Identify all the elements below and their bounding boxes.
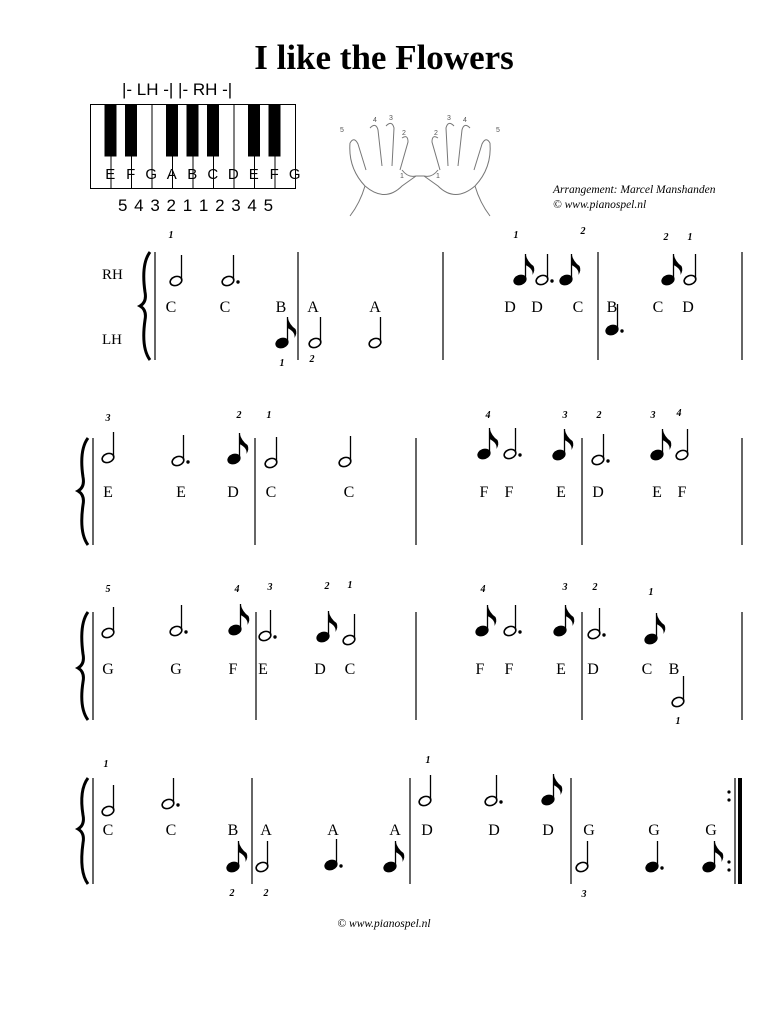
note bbox=[169, 255, 183, 287]
finger-number: 3 bbox=[650, 410, 656, 421]
finger-number: 4 bbox=[234, 584, 240, 595]
note bbox=[675, 429, 689, 461]
finger-number: 1 bbox=[103, 759, 109, 770]
note bbox=[255, 841, 269, 873]
finger-number: 2 bbox=[263, 888, 269, 899]
note-flag bbox=[239, 841, 248, 862]
note-name: A bbox=[307, 299, 319, 316]
site-credit: © www.pianospel.nl bbox=[553, 199, 647, 211]
note-name: F bbox=[677, 484, 687, 501]
note-name: G bbox=[583, 822, 595, 839]
hand-finger-label: 4 bbox=[373, 117, 377, 124]
lh-label: LH bbox=[102, 332, 122, 348]
note-name: A bbox=[389, 822, 401, 839]
finger-number: 2 bbox=[324, 581, 330, 592]
finger-number: 2 bbox=[663, 232, 669, 243]
note bbox=[644, 613, 665, 645]
finger-number: 4 bbox=[480, 584, 486, 595]
repeat-dot bbox=[727, 868, 730, 871]
note-flag bbox=[572, 254, 581, 275]
note-name: E bbox=[556, 661, 566, 678]
finger-number: 5 bbox=[105, 584, 111, 595]
hand-finger-label: 3 bbox=[389, 115, 393, 122]
note-flag bbox=[288, 317, 297, 338]
finger-number: 1 bbox=[279, 358, 285, 369]
note-name: F bbox=[479, 484, 489, 501]
finger-number: 3 bbox=[562, 582, 568, 593]
keyboard-finger-numbers: 5 4 3 2 1 1 2 3 4 5 bbox=[118, 196, 275, 215]
keyboard-note-8: F bbox=[269, 166, 279, 183]
note-dot bbox=[602, 633, 605, 636]
hand-finger-label: 3 bbox=[447, 115, 451, 122]
note bbox=[552, 429, 573, 461]
hand-finger-label: 4 bbox=[463, 117, 467, 124]
finger-number: 3 bbox=[581, 889, 587, 900]
finger-number: 1 bbox=[347, 580, 353, 591]
note bbox=[671, 676, 685, 708]
note bbox=[275, 317, 296, 349]
note-name: B bbox=[606, 299, 618, 316]
note-dot bbox=[236, 280, 239, 283]
note bbox=[264, 437, 278, 469]
note bbox=[683, 254, 697, 286]
note bbox=[101, 432, 115, 464]
note-dot bbox=[518, 630, 521, 633]
system-brace bbox=[78, 778, 88, 884]
keyboard-note-5: C bbox=[207, 166, 219, 183]
repeat-dot bbox=[727, 860, 730, 863]
note-name: B bbox=[668, 661, 680, 678]
note-name: C bbox=[265, 484, 277, 501]
finger-number: 1 bbox=[687, 232, 693, 243]
note-name: C bbox=[219, 299, 231, 316]
note bbox=[591, 434, 610, 466]
finger-number: 4 bbox=[676, 408, 682, 419]
keyboard-note-3: A bbox=[166, 166, 177, 183]
note bbox=[227, 433, 248, 465]
finger-number: 1 bbox=[648, 587, 654, 598]
note-flag bbox=[526, 254, 535, 275]
note-name: D bbox=[227, 484, 239, 501]
note bbox=[101, 785, 115, 817]
note-name: C bbox=[165, 299, 177, 316]
note-name: F bbox=[504, 661, 514, 678]
hand-finger-label: 2 bbox=[434, 130, 438, 137]
note-dot bbox=[620, 329, 623, 332]
note-name: G bbox=[102, 661, 114, 678]
note-name: D bbox=[504, 299, 516, 316]
music-system bbox=[102, 226, 742, 369]
hand-finger-label: 5 bbox=[340, 127, 344, 134]
note-name: C bbox=[102, 822, 114, 839]
system-brace bbox=[78, 438, 88, 545]
note bbox=[559, 254, 580, 286]
finger-number: 1 bbox=[425, 755, 431, 766]
note-flag bbox=[566, 605, 575, 626]
hand-range-labels: |- LH -| |- RH -| bbox=[122, 80, 233, 99]
page-title: I like the Flowers bbox=[254, 38, 514, 77]
note bbox=[575, 841, 589, 873]
final-thick-barline bbox=[738, 778, 742, 884]
finger-number: 2 bbox=[596, 410, 602, 421]
keyboard-note-1: F bbox=[126, 166, 136, 183]
note bbox=[477, 428, 498, 460]
hand-finger-label: 5 bbox=[496, 127, 500, 134]
note bbox=[101, 607, 115, 639]
system-brace bbox=[78, 612, 88, 720]
note bbox=[226, 841, 247, 873]
note-name: D bbox=[314, 661, 326, 678]
note bbox=[661, 254, 682, 286]
note-name: D bbox=[421, 822, 433, 839]
note-name: C bbox=[344, 661, 356, 678]
note-name: G bbox=[648, 822, 660, 839]
note bbox=[308, 317, 322, 349]
note bbox=[702, 841, 723, 873]
note bbox=[484, 775, 503, 807]
keyboard-note-9: G bbox=[288, 166, 301, 183]
note-flag bbox=[565, 429, 574, 450]
note-flag bbox=[488, 605, 497, 626]
note-name: F bbox=[475, 661, 485, 678]
note-flag bbox=[674, 254, 683, 275]
note bbox=[338, 436, 352, 468]
note bbox=[342, 614, 356, 646]
music-system bbox=[78, 580, 742, 727]
finger-number: 2 bbox=[229, 888, 235, 899]
rh-label: RH bbox=[102, 267, 123, 283]
note-flag bbox=[663, 429, 672, 450]
note bbox=[553, 605, 574, 637]
repeat-dot bbox=[727, 798, 730, 801]
note bbox=[316, 611, 337, 643]
system-brace bbox=[140, 252, 150, 360]
note bbox=[368, 317, 382, 349]
note bbox=[169, 605, 188, 637]
finger-number: 1 bbox=[675, 716, 681, 727]
note bbox=[503, 428, 522, 460]
note-flag bbox=[396, 841, 405, 862]
finger-number: 3 bbox=[267, 582, 273, 593]
note-name: F bbox=[228, 661, 238, 678]
note-flag bbox=[240, 433, 249, 454]
note-name: G bbox=[170, 661, 182, 678]
note bbox=[513, 254, 534, 286]
hand-finger-label: 1 bbox=[400, 173, 404, 180]
note-name: E bbox=[258, 661, 268, 678]
note bbox=[650, 429, 671, 461]
arrangement-credit: Arrangement: Marcel Manshanden bbox=[553, 184, 716, 196]
note-name: D bbox=[592, 484, 604, 501]
note-name: D bbox=[488, 822, 500, 839]
finger-number: 2 bbox=[236, 410, 242, 421]
note bbox=[418, 775, 432, 807]
keyboard-note-6: D bbox=[227, 166, 239, 183]
note-name: E bbox=[556, 484, 566, 501]
note-flag bbox=[490, 428, 499, 449]
note bbox=[221, 255, 240, 287]
note-name: B bbox=[275, 299, 287, 316]
note-dot bbox=[499, 800, 502, 803]
note-dot bbox=[550, 279, 553, 282]
finger-number: 3 bbox=[562, 410, 568, 421]
note-name: F bbox=[504, 484, 514, 501]
note bbox=[171, 435, 190, 467]
note-dot bbox=[339, 864, 342, 867]
note-name: G bbox=[705, 822, 717, 839]
hand-finger-label: 1 bbox=[436, 173, 440, 180]
note-name: D bbox=[542, 822, 554, 839]
keyboard-note-2: G bbox=[145, 166, 158, 183]
finger-number: 3 bbox=[105, 413, 111, 424]
note-dot bbox=[518, 453, 521, 456]
note bbox=[161, 778, 180, 810]
finger-number: 1 bbox=[266, 410, 272, 421]
note-name: D bbox=[587, 661, 599, 678]
note-dot bbox=[273, 635, 276, 638]
note-flag bbox=[657, 613, 666, 634]
note bbox=[645, 841, 664, 873]
finger-number: 4 bbox=[485, 410, 491, 421]
note-name: A bbox=[327, 822, 339, 839]
note-name: C bbox=[165, 822, 177, 839]
note-name: C bbox=[641, 661, 653, 678]
note-name: E bbox=[176, 484, 186, 501]
note-flag bbox=[554, 774, 563, 795]
note-dot bbox=[176, 803, 179, 806]
finger-number: 2 bbox=[592, 582, 598, 593]
music-system bbox=[78, 755, 742, 900]
note bbox=[541, 774, 562, 806]
keyboard-note-7: E bbox=[248, 166, 259, 183]
note-flag bbox=[715, 841, 724, 862]
repeat-dot bbox=[727, 790, 730, 793]
note-name: B bbox=[227, 822, 239, 839]
finger-number: 1 bbox=[168, 230, 174, 241]
note-name: E bbox=[652, 484, 662, 501]
note-name: C bbox=[572, 299, 584, 316]
keyboard-note-4: B bbox=[187, 166, 198, 183]
note bbox=[324, 839, 343, 871]
note bbox=[587, 608, 606, 640]
note-dot bbox=[186, 460, 189, 463]
note bbox=[475, 605, 496, 637]
note-dot bbox=[606, 459, 609, 462]
note bbox=[383, 841, 404, 873]
note-name: D bbox=[682, 299, 694, 316]
music-system bbox=[78, 408, 742, 545]
finger-number: 2 bbox=[580, 226, 586, 237]
hand-finger-label: 2 bbox=[402, 130, 406, 137]
note-name: C bbox=[343, 484, 355, 501]
note-dot bbox=[184, 630, 187, 633]
finger-number: 1 bbox=[513, 230, 519, 241]
note-name: E bbox=[103, 484, 113, 501]
note-dot bbox=[660, 866, 663, 869]
finger-number: 2 bbox=[309, 354, 315, 365]
note-flag bbox=[241, 604, 250, 625]
note-flag bbox=[329, 611, 338, 632]
note bbox=[503, 605, 522, 637]
note bbox=[535, 254, 554, 286]
note-name: C bbox=[652, 299, 664, 316]
note bbox=[228, 604, 249, 636]
footer-copyright: © www.pianospel.nl bbox=[337, 918, 431, 930]
note-name: A bbox=[260, 822, 272, 839]
keyboard-note-0: E bbox=[105, 166, 116, 183]
note-name: A bbox=[369, 299, 381, 316]
note-name: D bbox=[531, 299, 543, 316]
note bbox=[258, 610, 277, 642]
